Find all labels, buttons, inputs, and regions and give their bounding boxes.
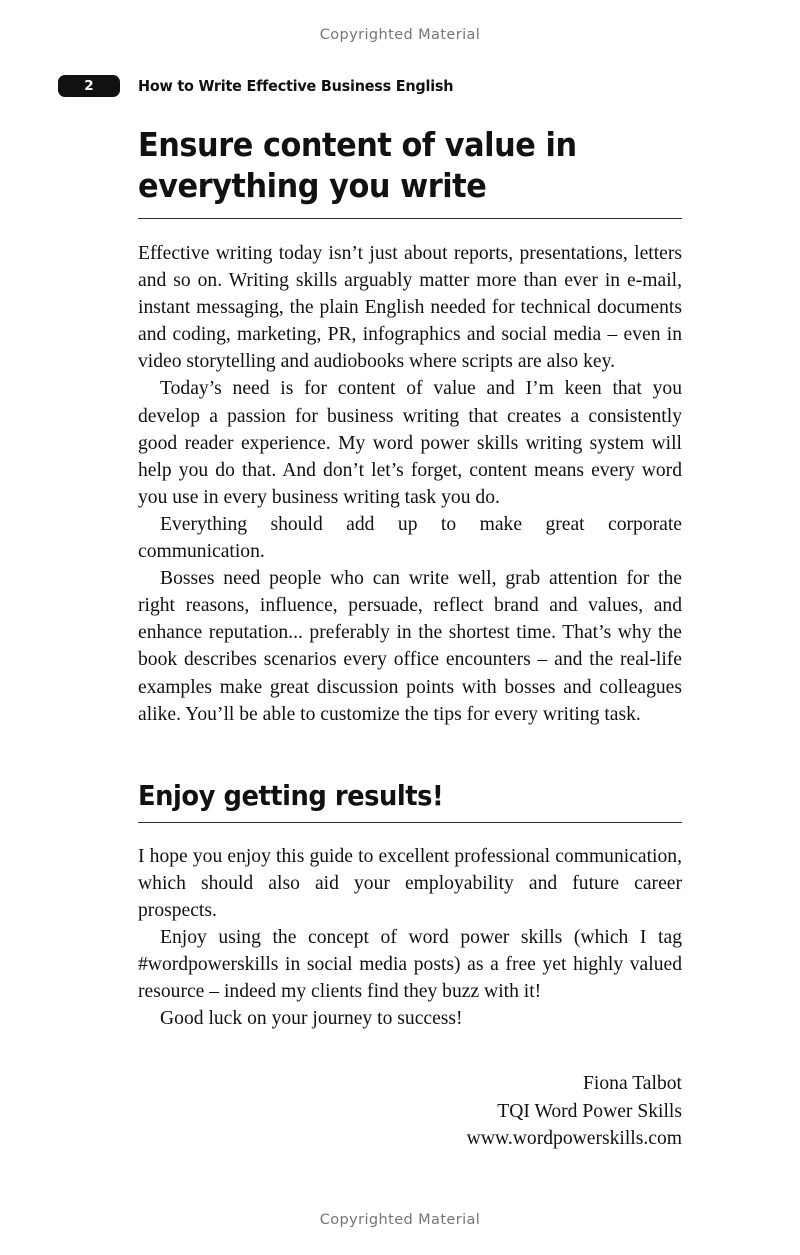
section-paragraph-1: I hope you enjoy this guide to excellent professional communication, which should also aid your employability and future career prospects.: [138, 845, 682, 921]
section-spacer: [138, 728, 682, 779]
copyright-watermark-bottom: Copyrighted Material: [319, 1212, 481, 1228]
signature-name: Fiona Talbot: [583, 1073, 682, 1095]
section-title: Enjoy getting results!: [138, 778, 444, 812]
signature-block: [138, 1070, 682, 1153]
section-paragraph-3: Good luck on your journey to success!: [160, 1008, 463, 1030]
running-head-title: How to Write Effective Business English: [138, 77, 454, 95]
signature-organization: TQI Word Power Skills: [497, 1100, 682, 1122]
chapter-title-rule: [138, 218, 682, 219]
chapter-title: Ensure content of value in everything you write: [138, 125, 577, 205]
signature-website: www.wordpowerskills.com: [466, 1128, 682, 1150]
section-title-spacer: [138, 823, 682, 843]
copyright-watermark-top: Copyrighted Material: [319, 27, 481, 43]
chapter-paragraph-4: Bosses need people who can write well, grab attention for the right reasons, influence, persuade, reflect brand and values, and enhance reputation... preferably in the shortest time. That’s why the book describes scenarios every office encounters – and the real-life examples make great discussion points with bosses and colleagues alike. You’ll be able to customize the tips for every writing task.: [138, 568, 682, 725]
section-paragraph-2: Enjoy using the concept of word power skills (which I tag #wordpowerskills in social media posts) as a free yet highly valued resource – indeed my clients find they buzz with it!: [138, 926, 682, 1003]
running-head: [58, 74, 738, 98]
chapter-paragraph-2: Today’s need is for content of value and I’m keen that you develop a passion for business writing that creates a consistently good reader experience. My word power skills writing system will help you do that. And don’t let’s forget, content means every word you use in every business writing task you do.: [138, 378, 682, 508]
chapter-paragraph-1: Effective writing today isn’t just about reports, presentations, letters and so on. Writing skills arguably matter more than ever in e-mail, instant messaging, the plain English needed for technical documents and coding, marketing, PR, infographics and social media – even in video storytelling and audiobooks where scripts are also key.: [138, 243, 682, 373]
chapter-paragraph-3: Everything should add up to make great corporate communication.: [138, 513, 682, 563]
page-number-badge: 2: [58, 75, 120, 97]
text-column: [138, 124, 682, 1153]
